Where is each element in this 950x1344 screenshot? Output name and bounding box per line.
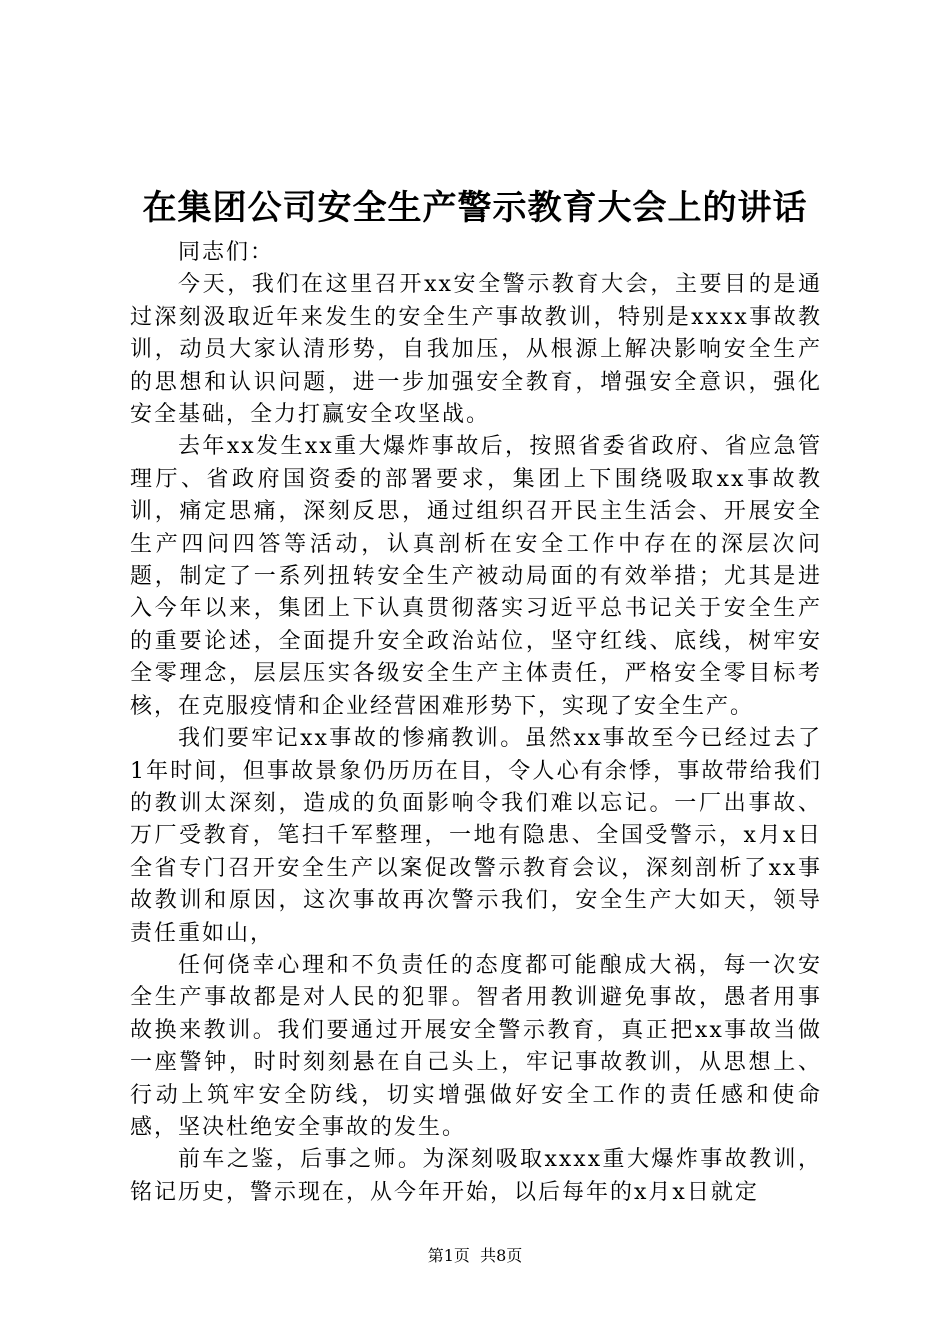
paragraph-5: 前车之鉴，后事之师。为深刻吸取xxxx重大爆炸事故教训，铭记历史，警示现在，从今年开始，以后每年的x月x日就定	[130, 1147, 822, 1205]
document-title: 在集团公司安全生产警示教育大会上的讲话	[142, 188, 808, 228]
document-body	[130, 237, 822, 1209]
paragraph-3: 我们要牢记xx事故的惨痛教训。虽然xx事故至今已经过去了1年时间，但事故景象仍历历在目，令人心有余悸，事故带给我们的教训太深刻，造成的负面影响令我们难以忘记。一厂出事故、万厂受教育，笔扫千军整理，一地有隐患、全国受警示，x月x日全省专门召开安全生产以案促改警示教育会议，深刻剖析了xx事故教训和原因，这次事故再次警示我们，安全生产大如天，领导责任重如山，	[130, 726, 822, 946]
paragraph-1: 今天，我们在这里召开xx安全警示教育大会，主要目的是通过深刻汲取近年来发生的安全生产事故教训，特别是xxxx事故教训，动员大家认清形势，自我加压，从根源上解决影响安全生产的思想和认识问题，进一步加强安全教育，增强安全意识，强化安全基础，全力打赢安全攻坚战。	[130, 272, 822, 428]
page-footer: 第1页 共8页	[427, 1246, 523, 1265]
greeting: 同志们：	[178, 240, 275, 265]
paragraph-2: 去年xx发生xx重大爆炸事故后，按照省委省政府、省应急管理厅、省政府国资委的部署要求，集团上下围绕吸取xx事故教训，痛定思痛，深刻反思，通过组织召开民主生活会、开展安全生产四问四答等活动，认真剖析在安全工作中存在的深层次问题，制定了一系列扭转安全生产被动局面的有效举措；尤其是进入今年以来，集团上下认真贯彻落实习近平总书记关于安全生产的重要论述，全面提升安全政治站位，坚守红线、底线，树牢安全零理念，层层压实各级安全生产主体责任，严格安全零目标考核，在克服疫情和企业经营困难形势下，实现了安全生产。	[130, 434, 822, 719]
paragraph-4: 任何侥幸心理和不负责任的态度都可能酿成大祸，每一次安全生产事故都是对人民的犯罪。智者用教训避免事故，愚者用事故换来教训。我们要通过开展安全警示教育，真正把xx事故当做一座警钟，时时刻刻悬在自己头上，牢记事故教训，从思想上、行动上筑牢安全防线，切实增强做好安全工作的责任感和使命感，坚决杜绝安全事故的发生。	[130, 952, 822, 1140]
